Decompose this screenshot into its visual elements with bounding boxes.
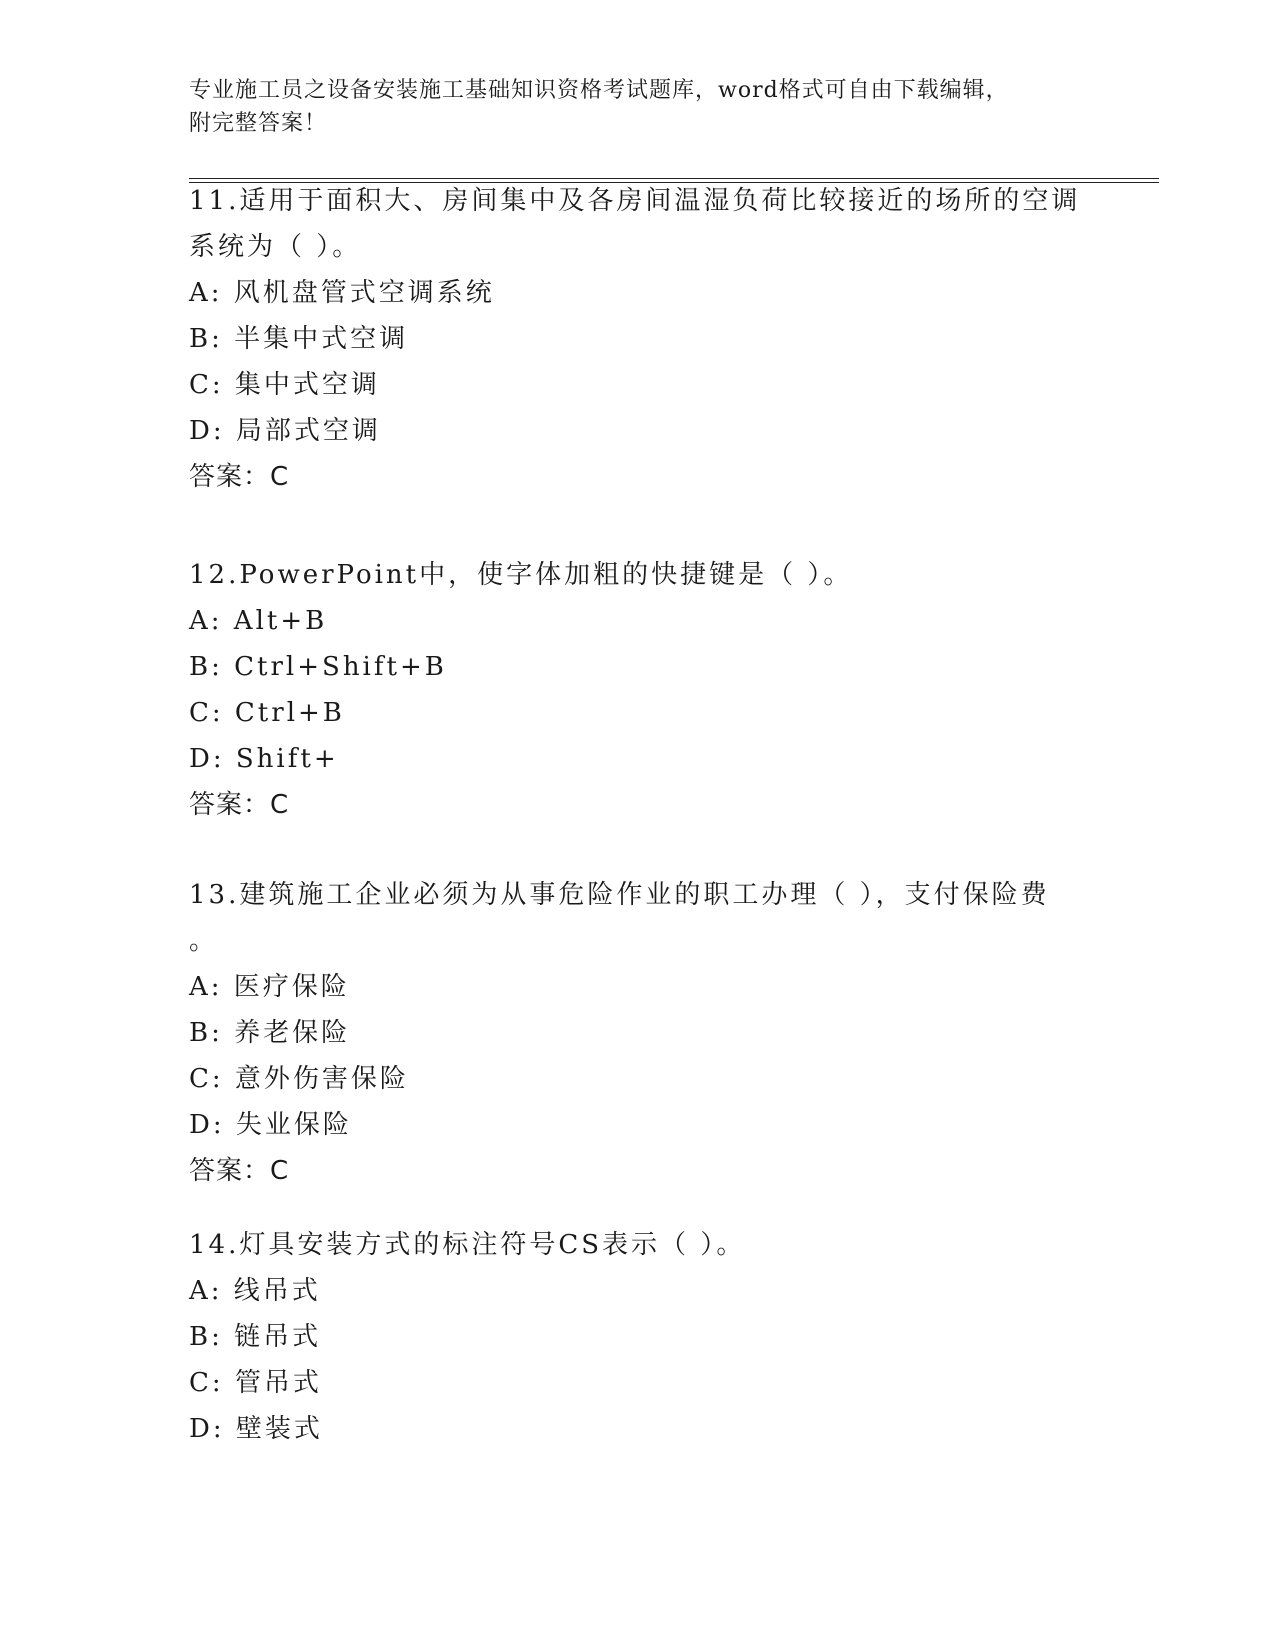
document-page — [189, 0, 1159, 1650]
option-c: C: Ctrl+B — [189, 698, 345, 728]
option-d: D: 局部式空调 — [189, 416, 381, 446]
document-header — [189, 74, 1089, 140]
header-title-line: 专业施工员之设备安装施工基础知识资格考试题库，word格式可自由下载编辑， — [189, 78, 1009, 103]
option-b: B: 链吊式 — [189, 1322, 322, 1352]
question-stem-continued: 。 — [189, 926, 219, 956]
question-13 — [189, 872, 1089, 1194]
option-a: A: 风机盘管式空调系统 — [189, 278, 495, 308]
question-stem-continued: 系统为（ ）。 — [189, 232, 362, 262]
answer-line: 答案：C — [189, 462, 290, 492]
option-b: B: 半集中式空调 — [189, 324, 409, 354]
question-12 — [189, 552, 1089, 828]
question-11 — [189, 178, 1089, 500]
option-d: D: 壁装式 — [189, 1414, 323, 1444]
option-a: A: Alt+B — [189, 606, 328, 636]
option-a: A: 线吊式 — [189, 1276, 321, 1306]
answer-line: 答案：C — [189, 790, 290, 820]
option-a: A: 医疗保险 — [189, 972, 350, 1002]
option-b: B: 养老保险 — [189, 1018, 351, 1048]
header-title-line-continued: 附完整答案！ — [189, 111, 328, 136]
question-stem: 12.PowerPoint中，使字体加粗的快捷键是（ ）。 — [189, 560, 853, 590]
option-c: C: 集中式空调 — [189, 370, 380, 400]
option-c: C: 意外伤害保险 — [189, 1064, 409, 1094]
option-b: B: Ctrl+Shift+B — [189, 652, 447, 682]
question-14 — [189, 1222, 1089, 1452]
question-stem: 14.灯具安装方式的标注符号CS表示（ ）。 — [189, 1230, 746, 1260]
question-stem: 13.建筑施工企业必须为从事危险作业的职工办理（ ），支付保险费 — [189, 880, 1050, 910]
option-d: D: Shift+ — [189, 744, 339, 774]
option-c: C: 管吊式 — [189, 1368, 322, 1398]
option-d: D: 失业保险 — [189, 1110, 352, 1140]
answer-line: 答案：C — [189, 1156, 290, 1186]
question-stem: 11.适用于面积大、房间集中及各房间温湿负荷比较接近的场所的空调 — [189, 186, 1081, 216]
